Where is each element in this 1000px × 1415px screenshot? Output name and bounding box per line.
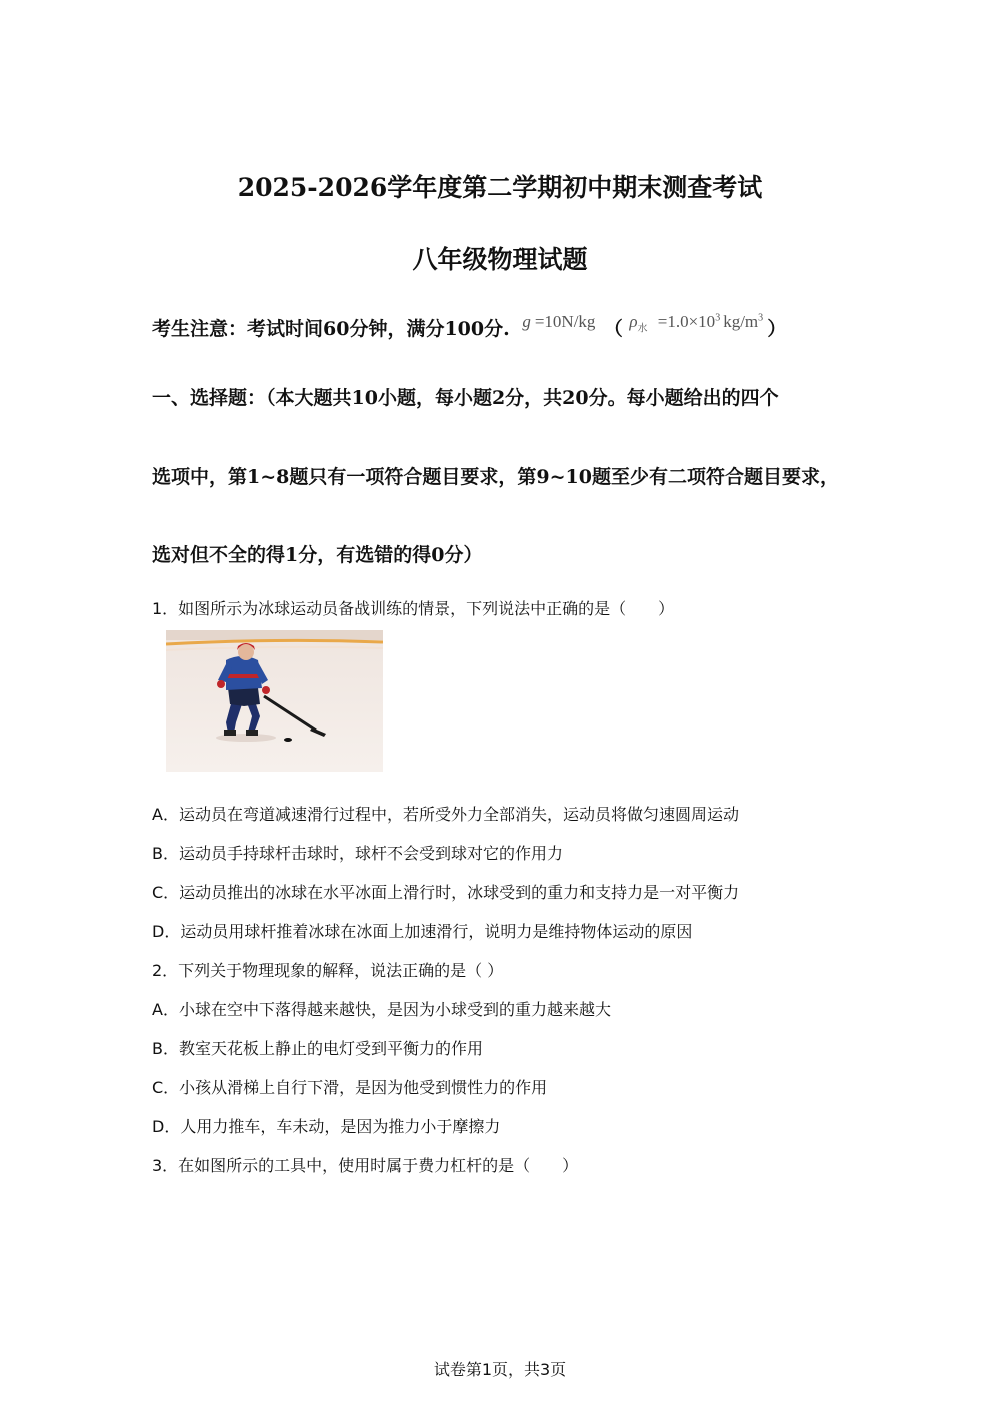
question-1-option-b: B．运动员手持球杆击球时，球杆不会受到球对它的作用力 — [152, 844, 563, 863]
question-2-option-d: D．人用力推车，车未动，是因为推力小于摩擦力 — [152, 1117, 501, 1136]
question-1-stem: 1．如图所示为冰球运动员备战训练的情景，下列说法中正确的是（ ） — [152, 599, 675, 618]
candidate-notice — [152, 314, 786, 342]
question-2-option-a: A．小球在空中下落得越来越快，是因为小球受到的重力越来越大 — [152, 1000, 611, 1019]
paren-open: （ — [603, 318, 623, 340]
question-2-option-c: C．小孩从滑梯上自行下滑，是因为他受到惯性力的作用 — [152, 1078, 548, 1097]
question-2-stem: 2．下列关于物理现象的解释，说法正确的是（ ） — [152, 961, 504, 980]
question-3-stem: 3．在如图所示的工具中，使用时属于费力杠杆的是（ ） — [152, 1156, 579, 1175]
section-heading-line1: 一、选择题：（本大题共10小题，每小题2分，共20分。每小题给出的四个 — [152, 387, 779, 409]
exam-title: 2025-2026学年度第二学期初中期末测查考试 — [237, 173, 763, 202]
section-heading-line2: 选项中，第1~8题只有一项符合题目要求，第9~10题至少有二项符合题目要求， — [152, 466, 839, 488]
exam-subtitle: 八年级物理试题 — [412, 245, 588, 274]
question-1-option-a: A．运动员在弯道减速滑行过程中，若所受外力全部消失，运动员将做匀速圆周运动 — [152, 805, 739, 824]
paren-close: ） — [767, 318, 787, 340]
ice-hockey-illustration — [166, 630, 383, 772]
question-1-option-c: C．运动员推出的冰球在水平冰面上滑行时，冰球受到的重力和支持力是一对平衡力 — [152, 883, 740, 902]
question-2-option-b: B．教室天花板上静止的电灯受到平衡力的作用 — [152, 1039, 483, 1058]
section-heading-line3: 选对但不全的得1分，有选错的得0分） — [152, 544, 483, 566]
question-1-option-d: D．运动员用球杆推着冰球在冰面上加速滑行，说明力是维持物体运动的原因 — [152, 922, 693, 941]
ice-hockey-player-photo — [166, 630, 383, 772]
notice-text: 考生注意：考试时间60分钟，满分100分. — [152, 318, 510, 340]
water-density: $\rho_水 =1.0\times 10^3$ $kg/m^3$ — [629, 312, 764, 335]
gravity-constant: g =10N/kg — [522, 312, 596, 331]
page-footer: 试卷第1页，共3页 — [433, 1360, 567, 1379]
